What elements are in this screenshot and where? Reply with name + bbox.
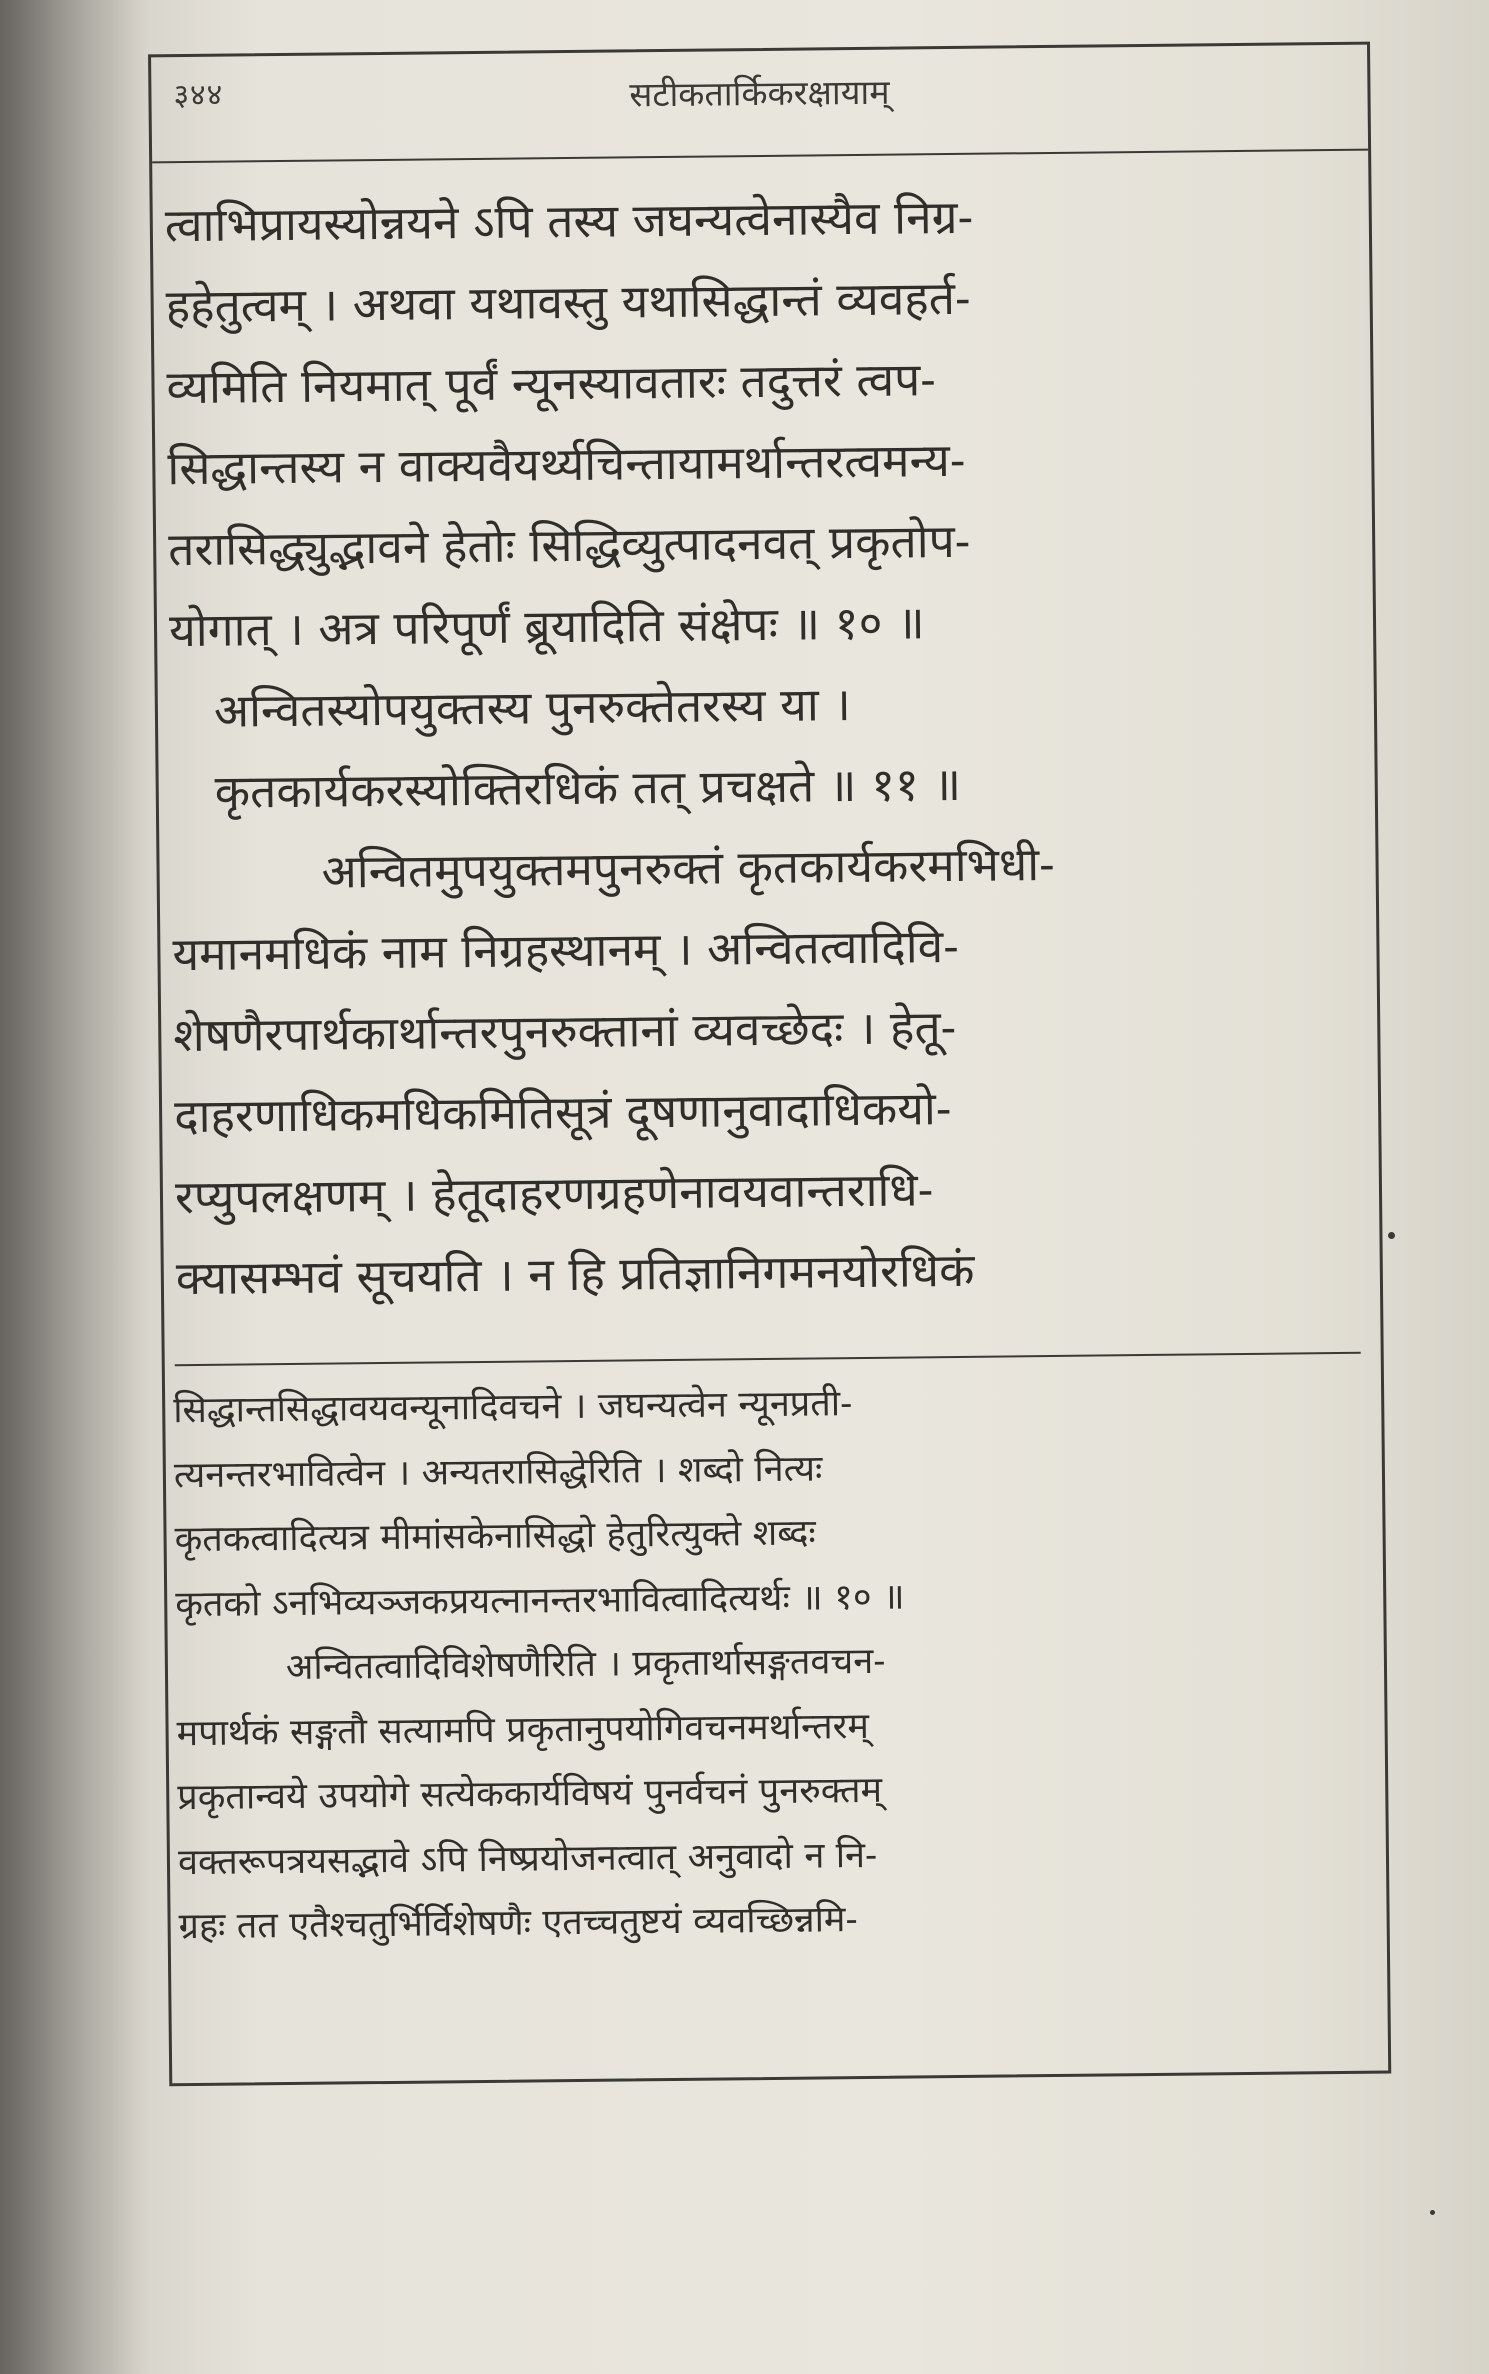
running-head: सटीकतार्किकरक्षायाम् bbox=[629, 72, 890, 116]
commentary-line: वक्तरूपत्रयसद्भावे ऽपि निष्प्रयोजनत्वात् अनुवादो न नि- bbox=[177, 1834, 878, 1883]
book-spine-shadow bbox=[0, 0, 150, 2374]
commentary-line: मपार्थकं सङ्गतौ सत्यामपि प्रकृतानुपयोगिवचनमर्थान्तरम् bbox=[176, 1705, 870, 1754]
commentary-line: त्यनन्तरभावित्वेन । अन्यतरासिद्धेरिति । शब्दो नित्यः bbox=[173, 1447, 823, 1496]
text-line: रप्युपलक्षणम् । हेतूदाहरणग्रहणेनावयवान्तराधि- bbox=[174, 1162, 934, 1225]
ink-speck bbox=[1388, 1232, 1395, 1239]
commentary-line: अन्वितत्वादिविशेषणैरिति । प्रकृतार्थासङ्गतवचन- bbox=[285, 1640, 886, 1689]
commentary-line: ग्रहः तत एतैश्चतुर्भिर्विशेषणैः एतच्चतुष्टयं व्यवच्छिन्नमि- bbox=[178, 1899, 858, 1948]
text-line: सिद्धान्तस्य न वाक्यवैयर्थ्यचिन्तायामर्थान्तरत्वमन्य- bbox=[167, 432, 966, 496]
commentary-line: कृतको ऽनभिव्यञ्जकप्रयत्नानन्तरभावित्वादित्यर्थः ॥ १० ॥ bbox=[175, 1576, 905, 1625]
commentary-block bbox=[173, 1367, 1383, 1960]
text-line: अन्वितमुपयुक्तमपुनरुक्तं कृतकार्यकरमभिधी- bbox=[321, 836, 1055, 899]
text-line: दाहरणाधिकमधिकमितिसूत्रं दूषणानुवादाधिकयो- bbox=[173, 1081, 952, 1144]
verse-line: अन्वितस्योपयुक्तस्य पुनरुक्तेतरस्य या । bbox=[213, 677, 852, 738]
commentary-line: कृतकत्वादित्यत्र मीमांसकेनासिद्धो हेतुरित्युक्ते शब्दः bbox=[174, 1512, 816, 1561]
text-line: व्यमिति नियमात् पूर्वं न्यूनस्यावतारः तदुत्तरं त्वप- bbox=[166, 352, 937, 415]
commentary-line: सिद्धान्तसिद्धावयवन्यूनादिवचने । जघन्यत्वेन न्यूनप्रती- bbox=[173, 1383, 853, 1432]
text-line: त्वाभिप्रायस्योन्नयने ऽपि तस्य जघन्यत्वेनास्यैव निग्र- bbox=[164, 189, 974, 253]
ink-speck bbox=[1430, 2210, 1435, 2215]
verse-line: कृतकार्यकरस्योक्तिरधिकं तत् प्रचक्षते ॥ ११ ॥ bbox=[214, 756, 962, 819]
page-number: ३४४ bbox=[173, 77, 224, 114]
commentary-line: प्रकृतान्वये उपयोगे सत्येककार्यविषयं पुनर्वचनं पुनरुक्तम् bbox=[177, 1769, 883, 1819]
commentary-divider bbox=[175, 1352, 1361, 1366]
text-line: शेषणैरपार्थकार्थान्तरपुनरुक्तानां व्यवच्छेदः । हेतू- bbox=[173, 999, 957, 1063]
text-line: यमानमधिकं नाम निग्रहस्थानम् । अन्वितत्वादिवि- bbox=[172, 918, 960, 982]
text-line: क्यासम्भवं सूचयति । न हि प्रतिज्ञानिगमनयोरधिकं bbox=[175, 1242, 975, 1306]
text-line: हहेतुत्वम् । अथवा यथावस्तु यथासिद्धान्तं व्यवहर्त- bbox=[165, 270, 971, 334]
header-rule bbox=[152, 149, 1368, 164]
text-line: तरासिद्ध्युद्भावने हेतोः सिद्धिव्युत्पादनवत् प्रकृतोप- bbox=[167, 513, 971, 577]
text-line: योगात् । अत्र परिपूर्णं ब्रूयादिति संक्षेपः ॥ १० ॥ bbox=[168, 595, 925, 658]
page-border-frame bbox=[148, 42, 1391, 2087]
main-text-block bbox=[164, 173, 1376, 1320]
